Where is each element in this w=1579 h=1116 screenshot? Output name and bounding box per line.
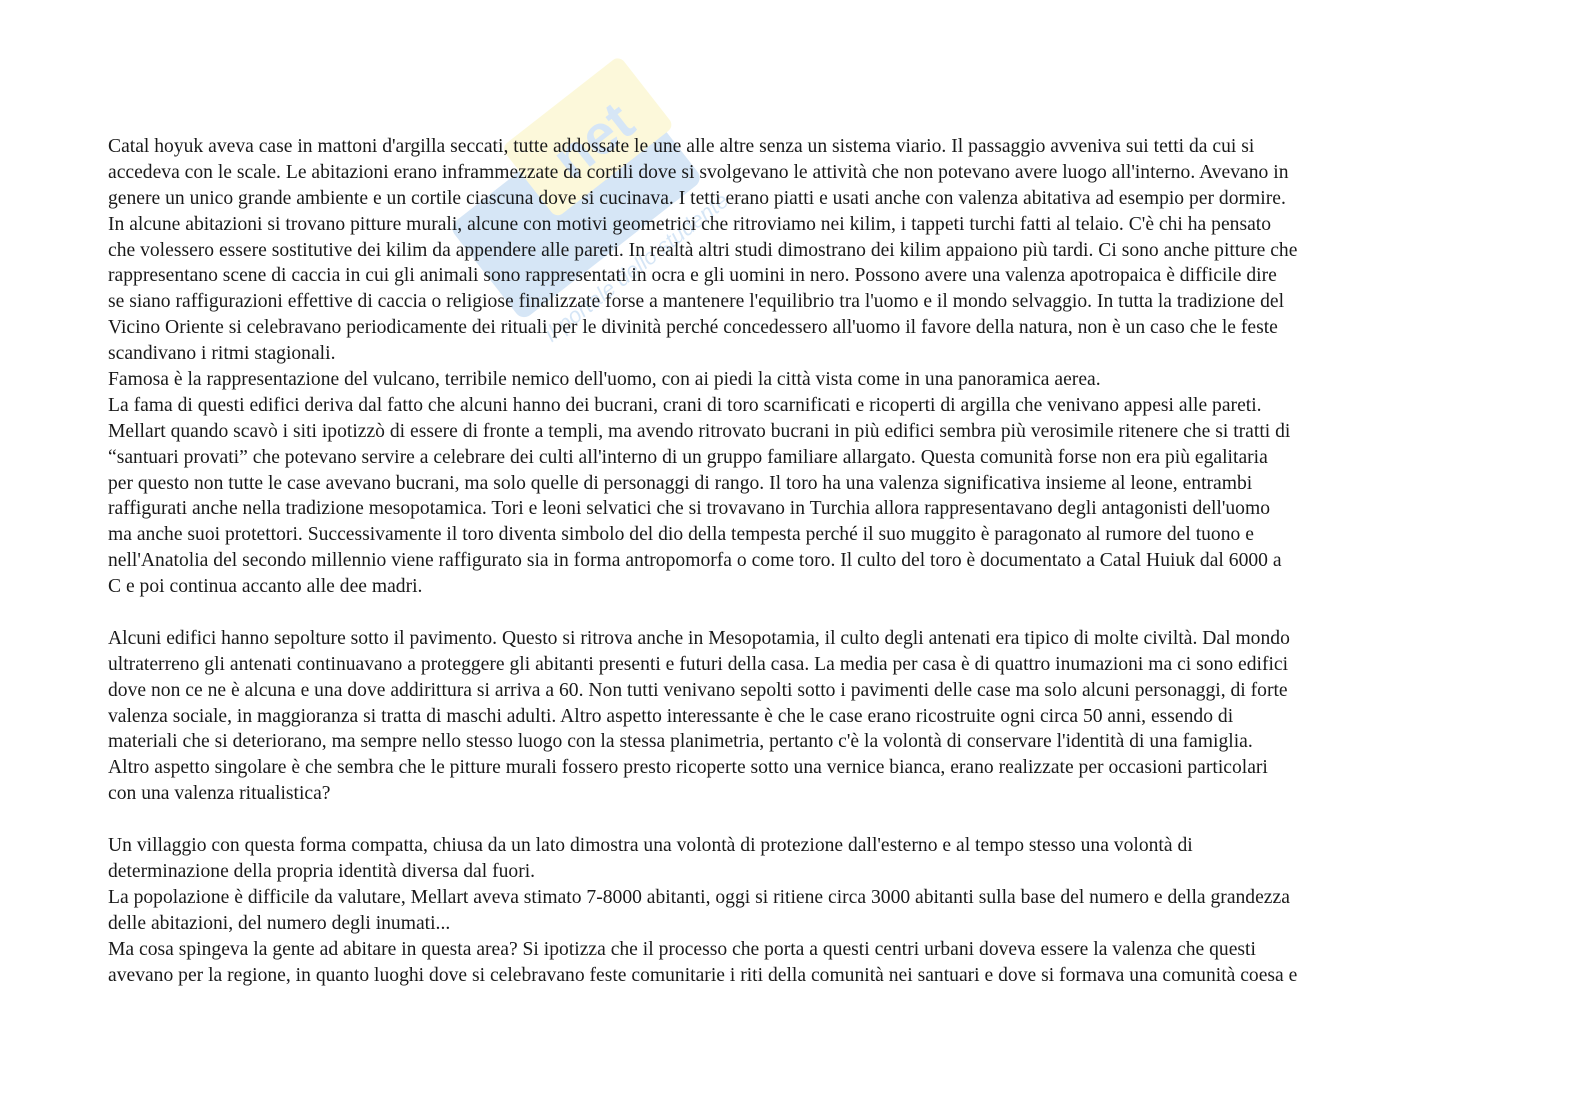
text-line: genere un unico grande ambiente e un cortile ciascuna dove si cucinava. I tetti erano piatti e usati anche con valenza abitativa ad esempio per dormire.	[108, 187, 1286, 209]
text-line: La fama di questi edifici deriva dal fatto che alcuni hanno dei bucrani, crani di toro scarnificati e ricoperti di argilla che venivano appesi alle pareti.	[108, 394, 1262, 416]
text-line: Mellart quando scavò i siti ipotizzò di essere di fronte a templi, ma avendo ritrovato bucrani in più edifici sembra più verosimile ritenere che si tratti di	[108, 420, 1291, 442]
text-line: Ma cosa spingeva la gente ad abitare in questa area? Si ipotizza che il processo che porta a questi centri urbani doveva essere la valenza che questi	[108, 938, 1256, 960]
text-line: per questo non tutte le case avevano bucrani, ma solo quelle di personaggi di rango. Il toro ha una valenza significativa insieme al leone, entrambi	[108, 472, 1253, 494]
text-line: “santuari provati” che potevano servire a celebrare dei culti all'interno di un gruppo familiare allargato. Questa comunità forse non era più egalitaria	[108, 446, 1268, 468]
text-line: C e poi continua accanto alle dee madri.	[108, 576, 423, 598]
text-line: La popolazione è difficile da valutare, Mellart aveva stimato 7-8000 abitanti, oggi si ritiene circa 3000 abitanti sulla base del numero e della grandezza	[108, 886, 1290, 908]
text-line: nell'Anatolia del secondo millennio viene raffigurato sia in forma antropomorfa o come toro. Il culto del toro è documentato a Catal Huiuk dal 6000 a	[108, 550, 1282, 572]
text-line: che volessero essere sostitutive dei kilim da appendere alle pareti. In realtà altri studi dimostrano dei kilim appaiono più tardi. Ci sono anche pitture che	[108, 239, 1298, 261]
text-line: ultraterreno gli antenati continuavano a proteggere gli abitanti presenti e futuri della casa. La media per casa è di quattro inumazioni ma ci sono edifici	[108, 653, 1289, 675]
text-line: materiali che si deteriorano, ma sempre nello stesso luogo con la stessa planimetria, pertanto c'è la volontà di conservare l'identità di una famiglia.	[108, 731, 1253, 753]
text-line: determinazione della propria identità diversa dal fuori.	[108, 860, 536, 882]
text-line: dove non ce ne è alcuna e una dove addirittura si arriva a 60. Non tutti venivano sepolti sotto i pavimenti delle case ma solo alcuni personaggi, di forte	[108, 679, 1288, 701]
text-line: Catal hoyuk aveva case in mattoni d'argilla seccati, tutte addossate le une alle altre senza un sistema viario. Il passaggio avveniva sui tetti da cui si	[108, 136, 1255, 157]
text-line: avevano per la regione, in quanto luoghi dove si celebravano feste comunitarie i riti della comunità nei santuari e dove si formava una comunità coesa e	[108, 964, 1298, 986]
paragraph-spacer	[108, 600, 1478, 626]
watermark-tagline: il portale dello studente	[539, 187, 734, 347]
text-line: Alcuni edifici hanno sepolture sotto il pavimento. Questo si ritrova anche in Mesopotamia, il culto degli antenati era tipico di molte civiltà. Dal mondo	[108, 627, 1290, 649]
paragraph-spacer	[108, 807, 1478, 833]
text-line: In alcune abitazioni si trovano pitture murali, alcune con motivi geometrici che ritroviamo nei kilim, i tappeti turchi fatti al telaio. C'è chi ha pensato	[108, 213, 1272, 235]
document-text	[108, 134, 1478, 988]
text-line: rappresentano scene di caccia in cui gli animali sono rappresentati in ocra e gli uomini in nero. Possono avere una valenza apotropaica è difficile dire	[108, 265, 1277, 287]
text-line: Un villaggio con questa forma compatta, chiusa da un lato dimostra una volontà di protezione dall'esterno e al tempo stesso una volontà di	[108, 835, 1193, 857]
text-line: scandivano i ritmi stagionali.	[108, 343, 336, 365]
text-line: Vicino Oriente si celebravano periodicamente dei rituali per le divinità perché concedessero all'uomo il favore della natura, non è un caso che le feste	[108, 317, 1278, 339]
text-line: valenza sociale, in maggioranza si tratta di maschi adulti. Altro aspetto interessante è che le case erano ricostruite ogni circa 50 anni, essendo di	[108, 705, 1234, 727]
text-line: Famosa è la rappresentazione del vulcano, terribile nemico dell'uomo, con ai piedi la città vista come in una panoramica aerea.	[108, 369, 1101, 391]
watermark-logo-text: net	[540, 89, 646, 191]
text-line: ma anche suoi protettori. Successivamente il toro diventa simbolo del dio della tempesta perché il suo muggito è paragonato al rumore del tuono e	[108, 524, 1254, 546]
text-line: delle abitazioni, del numero degli inumati...	[108, 912, 451, 934]
text-line: Altro aspetto singolare è che sembra che le pitture murali fossero presto ricoperte sotto una vernice bianca, erano realizzate per occasioni particolari	[108, 757, 1268, 779]
text-line: con una valenza ritualistica?	[108, 783, 331, 805]
text-line: raffigurati anche nella tradizione mesopotamica. Tori e leoni selvatici che si trovavano in Turchia allora rappresentavano degli antagonisti dell'uomo	[108, 498, 1270, 520]
text-line: se siano raffigurazioni effettive di caccia o religiose finalizzate forse a mantenere l'equilibrio tra l'uomo e il mondo selvaggio. In tutta la tradizione del	[108, 291, 1285, 313]
text-line: accedeva con le scale. Le abitazioni erano inframmezzate da cortili dove si svolgevano le attività che non potevano avere luogo all'interno. Avevano in	[108, 161, 1289, 183]
